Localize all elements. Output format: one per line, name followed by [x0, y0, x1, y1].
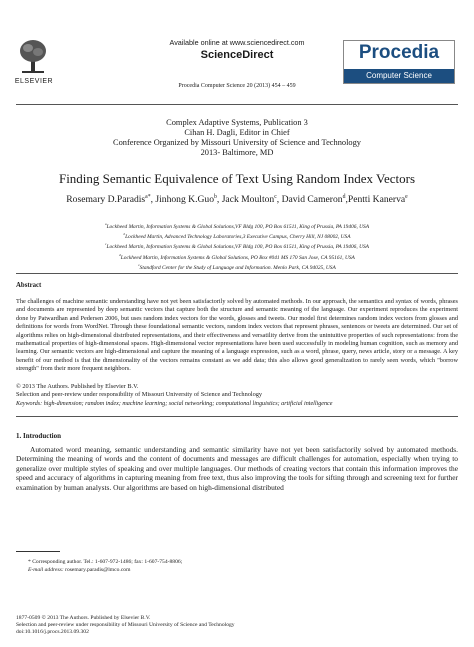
abstract-bottom-rule — [16, 416, 458, 417]
elsevier-logo-text: ELSEVIER — [14, 78, 54, 85]
abstract-heading: Abstract — [16, 282, 42, 289]
affiliations — [0, 221, 474, 272]
author-sup: a* — [145, 194, 151, 200]
issn-line: 1877-0509 © 2013 The Authors. Published by Elsevier B.V. — [16, 615, 151, 621]
author-sup: d — [342, 194, 346, 200]
affiliation-line: $^c$Lockheed Martin, Information Systems & Global Solutions,VF Bldg 100, PO Box 61511, King of Prussia, PA 19406, USA — [105, 242, 369, 251]
procedia-subtitle: Computer Science — [344, 69, 454, 83]
peer-review-line: Selection and peer-review under responsibility of Missouri University of Science and Technology — [16, 391, 263, 399]
abstract-text: The challenges of machine semantic understanding have not yet been satisfactorily solved by automated methods. In our approach, the semantics and syntax of words, phrases and documents are represented by deep semantic vectors that capture both the structure and semantic meaning of the language. Our experiment reproduces the experiment done by Patwardhan and Pedersen 2006, but uses random index vectors for the words, glosses and tweets. Our model first determines random index vectors from glosses and definitions for words from WordNet. Through these foundational semantic vectors, random index vectors that represent phrases, sentences or tweets are determined. Our set of algorithms relies on high-dimensional distributed representations, and their effectiveness and versatility derive from the unintuitive properties of such representations: from the mathematical properties of high-dimensional spaces. High-dimensional vector representations have been used successfully in modeling human cognition, such as memory and learning. Our semantic vectors are high-dimensional and capture the meaning of a language expression, such as a word, phrase, query, news article, story or a message. A key benefit of our method is that the dimensionality of the vectors remains constant as we add data; this also allows good generalization to rarely seen words, which "borrow strength" from their more frequent neighbors. — [16, 298, 458, 373]
available-online-text: Available online at www.sciencedirect.com — [169, 38, 305, 47]
footnote-rule — [16, 551, 60, 552]
affiliation-line: $^d$Lockheed Martin, Information Systems & Global Solutions, PO Box #041 MS 170 San Jose, CA 95161, USA — [119, 252, 355, 261]
section-heading-introduction: 1. Introduction — [16, 432, 61, 440]
copyright-block — [16, 383, 458, 400]
author-list: Rosemary D.Paradis$^{a*}$, Jinhong K.Guo$^b$, Jack Moulton$^c$, David Cameron$^d$,Pentti Kanerva$^e$ — [66, 194, 408, 206]
affiliation-line: $^e$Standford Center for the Study of Language and Information. Menlo Park, CA 94025, USA — [138, 262, 336, 271]
author-name: Pentti Kanerva — [347, 194, 406, 206]
author-sup: b — [214, 194, 217, 200]
doi-line: doi:10.1016/j.procs.2013.09.302 — [16, 629, 89, 636]
author-name: Jinhong K.Guo — [155, 194, 215, 206]
conference-line: Conference Organized by Missouri University of Science and Technology — [113, 138, 361, 147]
affiliation-line: $^b$Lockheed Martin, Advanced Technology Laboratories,3 Executive Campus, Cherry Hill, NJ 08002, USA — [123, 232, 351, 240]
email-address: rosemary.paradis@lmco.com — [65, 567, 131, 573]
author-name: Rosemary D.Paradis — [66, 194, 146, 206]
footer-review-line: Selection and peer-review under responsibility of Missouri University of Science and Technology — [16, 622, 235, 629]
conference-info — [0, 118, 474, 158]
paper-title: Finding Semantic Equivalence of Text Using Random Index Vectors — [58, 171, 416, 186]
keywords: Keywords: high-dimension; random index; machine learning; social networking; computational linguistics; artificial intelligence — [16, 401, 333, 407]
corresponding-author: * Corresponding author. Tel.: 1-607-972-1486; fax: 1-607-754-8806; — [28, 559, 183, 565]
footnote — [28, 558, 182, 574]
email-line: E-mail address: rosemary.paradis@lmco.com — [28, 567, 131, 573]
conference-line: Cihan H. Dagli, Editor in Chief — [184, 128, 290, 137]
procedia-logo — [343, 40, 455, 84]
procedia-title: Procedia — [358, 42, 440, 63]
page-footer — [16, 615, 235, 637]
abstract-top-rule — [16, 273, 458, 274]
author-name: Jack Moulton — [221, 194, 275, 206]
conference-line: 2013- Baltimore, MD — [200, 148, 274, 157]
introduction-paragraph: Automated word meaning, semantic understanding and semantic similarity have not yet been satisfactorily solved by automated methods. Determining the meaning of words and the content of documents and messages are difficult challenges for automation, especially when trying to generalize over multiple styles of speaking and over multiple languages. Our methods of creating vectors that contain this information improves the speed and accuracy of algorithms in capturing meaning from free text, thus also improving the tools for sifting through and screening text for further examination by human analysts. Our algorithms are based on high-dimensional distributed — [16, 445, 458, 492]
copyright-line: © 2013 The Authors. Published by Elsevier B.V. — [16, 383, 139, 390]
header-rule — [16, 104, 458, 105]
affiliation-line: $^a$Lockheed Martin, Information Systems & Global Solutions,VF Bldg 100, PO Box 61511, King of Prussia, PA 19406, USA — [104, 222, 370, 230]
author-sup: e — [405, 194, 408, 200]
sciencedirect-logo: ScienceDirect — [200, 49, 274, 61]
conference-line: Complex Adaptive Systems, Publication 3 — [166, 118, 308, 127]
author-sup: c — [274, 194, 277, 200]
author-name: David Cameron — [281, 194, 343, 206]
journal-reference: Procedia Computer Science 20 (2013) 454 – 459 — [178, 83, 296, 89]
